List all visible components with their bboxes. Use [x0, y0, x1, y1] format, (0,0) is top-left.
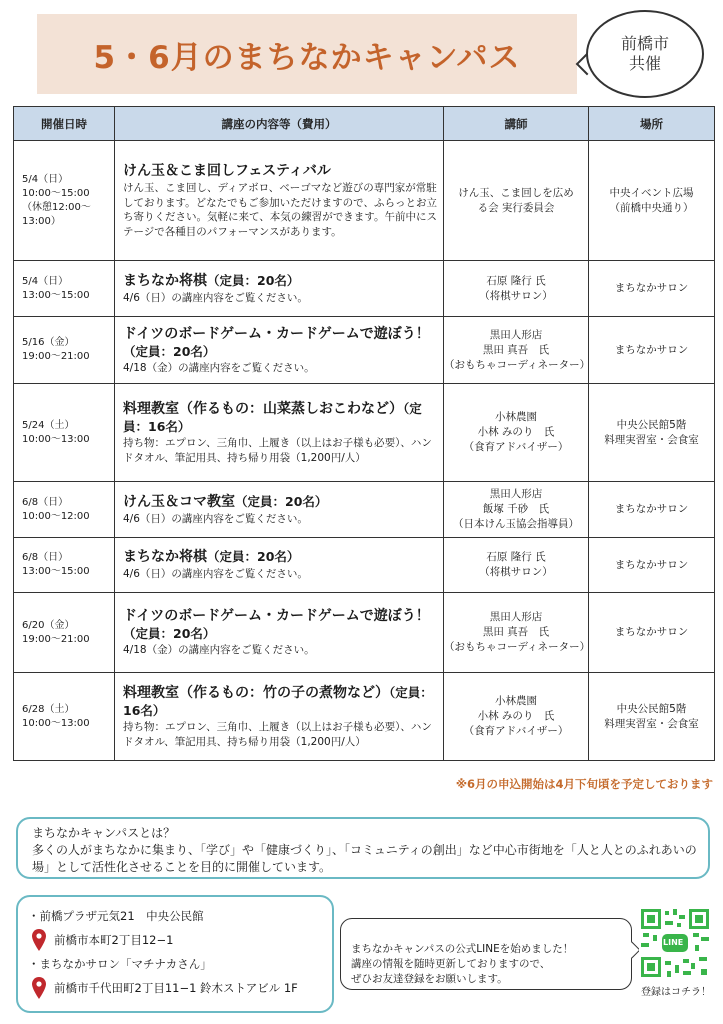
header-content: 講座の内容等（費用）	[115, 107, 444, 141]
map-pin-icon	[32, 929, 46, 951]
line-qr-badge: LINE	[663, 938, 684, 947]
row-description: けん玉、こま回し、ディアボロ、ベーゴマなど遊びの専門家が常駐しております。どなたでもご参加いただけますので、ふらっとお立ち寄りください。気軽に来て、本気の練習ができます。午前中にステージで各種目のパフォーマンスがあります。	[123, 182, 437, 238]
row-datetime: 5/4（日） 13:00～15:00	[14, 261, 115, 317]
venue-1: ・前橋プラザ元気21 中央公民館	[28, 909, 204, 923]
table-row	[14, 482, 715, 538]
row-content	[115, 482, 444, 538]
row-description: 4/6（日）の講座内容をご覧ください。	[123, 568, 308, 581]
row-course-title: まちなか将棋	[123, 549, 207, 566]
line-message: まちなかキャンパスの公式LINEを始めました！ 講座の情報を随時更新しておりますので、 ぜひお友達登録をお願いします。	[351, 943, 574, 985]
row-datetime: 5/16（金） 19:00～21:00	[14, 317, 115, 384]
row-teacher: けん玉、こま回しを広め る会 実行委員会	[444, 141, 589, 261]
row-content	[115, 673, 444, 761]
row-content	[115, 317, 444, 384]
row-description: 4/6（日）の講座内容をご覧ください。	[123, 512, 308, 525]
header-teacher: 講師	[444, 107, 589, 141]
cohost-label: 前橋市 共催	[620, 34, 669, 73]
address-2-text: 前橋市千代田町2丁目11−1 鈴木ストアビル 1F	[54, 981, 298, 995]
row-capacity: （定員：20名）	[207, 272, 300, 288]
schedule-table	[13, 106, 715, 761]
row-content	[115, 384, 444, 482]
qr-caption: 登録はコチラ！	[641, 987, 711, 998]
row-content	[115, 141, 444, 261]
row-capacity: （定員：20名）	[123, 343, 216, 359]
row-course-title: まちなか将棋	[123, 272, 207, 289]
application-note: ※6月の申込開始は4月下旬頃を予定しております	[455, 777, 713, 791]
row-course-title: 料理教室（作るもの：山菜蒸しおこわなど）	[123, 401, 403, 417]
row-course-title: けん玉＆こま回しフェスティバル	[123, 163, 331, 179]
table-row	[14, 384, 715, 482]
table-row	[14, 593, 715, 673]
row-place: 中央公民館5階 料理実習室・会食室	[589, 673, 715, 761]
address-2	[32, 975, 322, 1001]
row-teacher: 小林農園 小林 みのり 氏 （食育アドバイザー）	[444, 384, 589, 482]
row-description: 4/18（金）の講座内容をご覧ください。	[123, 361, 315, 374]
row-datetime: 6/20（金） 19:00～21:00	[14, 593, 115, 673]
row-teacher: 黒田人形店 黒田 真吾 氏 （おもちゃコーディネーター）	[444, 317, 589, 384]
title-banner	[37, 14, 577, 94]
row-capacity: （定員：20名）	[123, 626, 216, 642]
header-place: 場所	[589, 107, 715, 141]
address-1	[32, 927, 322, 953]
row-datetime: 6/8（日） 13:00～15:00	[14, 538, 115, 593]
table-row	[14, 317, 715, 384]
row-course-title: 料理教室（作るもの：竹の子の煮物など）	[123, 685, 389, 701]
row-datetime: 5/24（土） 10:00～13:00	[14, 384, 115, 482]
about-heading: まちなかキャンパスとは？	[32, 826, 176, 840]
map-pin-icon	[32, 977, 46, 999]
venue-2: ・まちなかサロン「マチナカさん」	[28, 957, 212, 971]
cohost-bubble	[586, 10, 704, 98]
about-box	[16, 817, 710, 879]
locations-box	[16, 895, 334, 1013]
row-teacher: 黒田人形店 黒田 真吾 氏 （おもちゃコーディネーター）	[444, 593, 589, 673]
table-row	[14, 673, 715, 761]
page-title: 5・6月のまちなかキャンパス	[93, 39, 521, 76]
row-capacity: （定員：16名）	[123, 401, 422, 434]
row-capacity: （定員：20名）	[235, 493, 328, 509]
row-place: まちなかサロン	[589, 261, 715, 317]
row-teacher: 石原 隆行 氏 （将棋サロン）	[444, 538, 589, 593]
row-place: まちなかサロン	[589, 317, 715, 384]
row-content	[115, 538, 444, 593]
row-course-title: けん玉＆コマ教室	[123, 493, 235, 510]
row-capacity: （定員：16名）	[123, 685, 433, 718]
row-content	[115, 593, 444, 673]
row-place: まちなかサロン	[589, 593, 715, 673]
row-place: 中央公民館5階 料理実習室・会食室	[589, 384, 715, 482]
row-course-title: ドイツのボードゲーム・カードゲームで遊ぼう！	[123, 608, 430, 625]
row-teacher: 石原 隆行 氏 （将棋サロン）	[444, 261, 589, 317]
row-content	[115, 261, 444, 317]
row-datetime: 6/8（日） 10:00～12:00	[14, 482, 115, 538]
row-datetime: 5/4（日） 10:00～15:00 （休憩12:00～ 13:00）	[14, 141, 115, 261]
row-description: 持ち物：エプロン、三角巾、上履き（以上はお子様も必要）、ハンドタオル、筆記用具、持ち帰り用袋（1,200円/人）	[123, 437, 432, 464]
row-description: 4/18（金）の講座内容をご覧ください。	[123, 644, 315, 657]
line-message-bubble	[340, 918, 632, 990]
table-row	[14, 141, 715, 261]
row-datetime: 6/28（土） 10:00～13:00	[14, 673, 115, 761]
table-header-row	[14, 107, 715, 141]
row-description: 持ち物：エプロン、三角巾、上履き（以上はお子様も必要）、ハンドタオル、筆記用具、持ち帰り用袋（1,200円/人）	[123, 721, 432, 748]
row-capacity: （定員：20名）	[207, 549, 300, 565]
table-row	[14, 261, 715, 317]
row-description: 4/6（日）の講座内容をご覧ください。	[123, 291, 308, 304]
row-teacher: 黒田人形店 飯塚 千砂 氏 （日本けん玉協会指導員）	[444, 482, 589, 538]
row-course-title: ドイツのボードゲーム・カードゲームで遊ぼう！	[123, 325, 430, 342]
table-row	[14, 538, 715, 593]
row-place: 中央イベント広場 （前橋中央通り）	[589, 141, 715, 261]
row-place: まちなかサロン	[589, 538, 715, 593]
row-place: まちなかサロン	[589, 482, 715, 538]
row-teacher: 小林農園 小林 みのり 氏 （食育アドバイザー）	[444, 673, 589, 761]
address-1-text: 前橋市本町2丁目12−1	[54, 933, 174, 947]
header-datetime: 開催日時	[14, 107, 115, 141]
about-body: 多くの人がまちなかに集まり、「学び」や「健康づくり」、「コミュニティの創出」など中心市街地を「人と人とのふれあいの場」として活性化させることを目的に開催しています。	[32, 843, 697, 874]
